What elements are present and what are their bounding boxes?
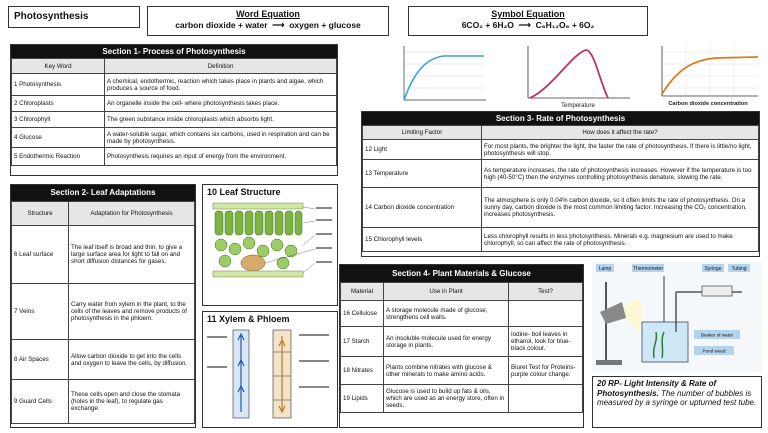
- table-cell: A chemical, endothermic, reaction which takes place in plants and algae, which produces a source of food.: [105, 74, 337, 96]
- page-title: Photosynthesis: [14, 11, 89, 22]
- word-equation-body: [148, 20, 388, 31]
- graph-x-label: Temperature: [561, 103, 595, 109]
- section3-table: [362, 125, 759, 252]
- section4-header-use: Use in Plant: [384, 283, 509, 301]
- table-row: [12, 128, 337, 148]
- table-row: [12, 112, 337, 128]
- section4-header-test: Test?: [509, 283, 583, 301]
- beaker-icon: [642, 322, 688, 362]
- table-row: [12, 340, 195, 380]
- table-cell: 18 Nitrates: [341, 357, 384, 385]
- table-cell: 13 Temperature: [363, 160, 482, 188]
- table-cell: Less chlorophyll results in less photosynthesis. Minerals e.g. magnesium are used to make chlorophyll, so can affect the rate of photosynthesis.: [482, 228, 759, 252]
- syringe-icon: [702, 286, 732, 296]
- table-cell: As temperature increases, the rate of photosynthesis increases. However if the temperature is too high (40-50°C) then the enzymes controlling photosynthesis denature, slowing the rate.: [482, 160, 759, 188]
- table-cell: Biuret Test for Proteins- purple colour change.: [509, 357, 583, 385]
- table-cell: Iodine- boil leaves in ethanol, look for blue-black colour.: [509, 327, 583, 357]
- table-cell: 15 Chlorophyll levels: [363, 228, 482, 252]
- section4-table: [340, 282, 583, 413]
- symbol-equation-box: [408, 6, 648, 36]
- word-equation-title: Word Equation: [236, 9, 300, 19]
- leaf-structure-panel: [202, 184, 338, 306]
- section2-header-structure: Structure: [12, 202, 69, 226]
- table-cell: 16 Cellulose: [341, 301, 384, 327]
- table-row: [363, 228, 759, 252]
- table-cell: 12 Light: [363, 140, 482, 160]
- table-row: [12, 148, 337, 166]
- table-row: [341, 385, 583, 413]
- apparatus-label-tubing: Tubing: [731, 266, 747, 272]
- section1-table: [11, 58, 337, 166]
- rp20-heading: 20 RP- Light Intensity & Rate of Photosynthesis.: [597, 379, 717, 398]
- symbol-equation-lhs: 6CO₂ + 6H₂O: [461, 20, 514, 30]
- apparatus-diagram: [592, 262, 762, 372]
- arrow-icon: ⟶: [516, 20, 534, 30]
- table-row: [363, 140, 759, 160]
- table-cell: [509, 385, 583, 413]
- table-cell: 6 Leaf surface: [12, 226, 69, 284]
- table-row: [12, 74, 337, 96]
- co2-rate-graph: [650, 42, 762, 110]
- table-cell: The green substance inside chloroplasts which absorbs light.: [105, 112, 337, 128]
- xylem-phloem-panel: [202, 311, 338, 428]
- table-cell: 7 Veins: [12, 284, 69, 340]
- graph-x-label: Carbon dioxide concentration: [668, 101, 748, 107]
- rp20-panel: [592, 376, 762, 428]
- table-cell: 2 Chloroplasts: [12, 96, 105, 112]
- table-row: [341, 357, 583, 385]
- table-cell: 5 Endothermic Reaction: [12, 148, 105, 166]
- table-row: [341, 327, 583, 357]
- table-cell: 8 Air Spaces: [12, 340, 69, 380]
- light-rate-graph: [392, 42, 492, 110]
- xylem-phloem-diagram: [203, 326, 337, 422]
- leaf-cross-section-diagram: [203, 199, 337, 299]
- word-equation-rhs: oxygen + glucose: [289, 20, 361, 30]
- table-cell: 9 Guard Cells: [12, 380, 69, 424]
- apparatus-label-lamp: Lamp: [598, 266, 612, 272]
- table-cell: A water-soluble sugar, which contains six carbons, used in respiration and can be made by photosynthesis.: [105, 128, 337, 148]
- section2-table: [11, 201, 195, 424]
- table-row: [12, 226, 195, 284]
- table-cell: [509, 301, 583, 327]
- table-cell: Allow carbon dioxide to get into the cells and oxygen to leave the cells, by diffusion.: [69, 340, 195, 380]
- section1-panel: [10, 44, 338, 176]
- page-title-box: [8, 6, 140, 28]
- table-cell: 14 Carbon dioxide concentration: [363, 188, 482, 228]
- rp20-body: The number of bubbles is measured by a syringe or upturned test tube.: [597, 388, 757, 407]
- section4-header-material: Material: [341, 283, 384, 301]
- table-cell: Plants combine nitrates with glucose & other minerals to make amino acids.: [384, 357, 509, 385]
- table-cell: 1 Photosynthesis: [12, 74, 105, 96]
- table-cell: 4 Glucose: [12, 128, 105, 148]
- section3-panel: [361, 111, 760, 257]
- table-cell: An insoluble molecule used for energy storage in plants.: [384, 327, 509, 357]
- symbol-equation-rhs: C₆H₁₂O₆ + 6O₂: [535, 20, 595, 30]
- xylem-phloem-title: 11 Xylem & Phloem: [207, 314, 290, 324]
- section1-header-definition: Definition: [105, 59, 337, 74]
- table-cell: These cells open and close the stomata (holes in the leaf), to regulate gas exchange.: [69, 380, 195, 424]
- table-row: [12, 96, 337, 112]
- leaf-structure-title: 10 Leaf Structure: [207, 187, 281, 197]
- table-cell: 3 Chlorophyll: [12, 112, 105, 128]
- table-cell: Photosynthesis requires an input of energy from the environment.: [105, 148, 337, 166]
- temperature-rate-graph: [512, 42, 634, 110]
- table-cell: The atmosphere is only 0.04% carbon dioxide, so it often limits the rate of photosynthesis. On a sunny day, carbon dioxide is the most common limiting factor. Increasing the CO₂ concentration, increases photosynthesis.: [482, 188, 759, 228]
- section2-panel: [10, 184, 196, 428]
- apparatus-label-beaker: Beaker of water: [700, 332, 734, 338]
- section3-header-factor: Limiting Factor: [363, 126, 482, 140]
- symbol-equation-body: [409, 20, 647, 31]
- section4-panel: [339, 264, 584, 428]
- table-cell: Glucose is used to build up fats & oils, which are used as an energy store, often in seeds.: [384, 385, 509, 413]
- graph-curve: [530, 50, 608, 98]
- apparatus-label-syringe: Syringe: [704, 266, 722, 272]
- table-row: [12, 284, 195, 340]
- graph-curve: [404, 56, 484, 100]
- section1-title: Section 1- Process of Photosynthesis: [11, 45, 337, 58]
- section2-title: Section 2- Leaf Adaptations: [11, 185, 195, 201]
- table-row: [12, 380, 195, 424]
- table-row: [363, 188, 759, 228]
- table-cell: A storage molecule made of glucose, strengthens cell walls.: [384, 301, 509, 327]
- section4-title: Section 4- Plant Materials & Glucose: [340, 265, 583, 282]
- table-cell: An organelle inside the cell- where photosynthesis takes place.: [105, 96, 337, 112]
- apparatus-label-pondweed: Pond weed: [702, 348, 726, 354]
- table-cell: 17 Starch: [341, 327, 384, 357]
- table-cell: Carry water from xylem in the plant, to the cells of the leaves and remove products of photosynthesis in the phloem.: [69, 284, 195, 340]
- symbol-equation-title: Symbol Equation: [491, 9, 565, 19]
- word-equation-lhs: carbon dioxide + water: [175, 20, 268, 30]
- table-cell: The leaf itself is broad and thin, to give a large surface area for light to fall on and short diffusion distances for gases.: [69, 226, 195, 284]
- word-equation-box: [147, 6, 389, 36]
- table-row: [341, 301, 583, 327]
- table-cell: 19 Lipids: [341, 385, 384, 413]
- section1-header-keyword: Key Word: [12, 59, 105, 74]
- section3-header-effect: How does it affect the rate?: [482, 126, 759, 140]
- apparatus-label-thermometer: Thermometer: [632, 266, 664, 272]
- table-row: [363, 160, 759, 188]
- table-cell: For most plants, the brighter the light, the faster the rate of photosynthesis. If there is little/no light, photosynthesis will stop.: [482, 140, 759, 160]
- section2-header-adaptation: Adaptation for Photosynthesis: [69, 202, 195, 226]
- arrow-icon: ⟶: [269, 20, 287, 30]
- section3-title: Section 3- Rate of Photosynthesis: [362, 112, 759, 125]
